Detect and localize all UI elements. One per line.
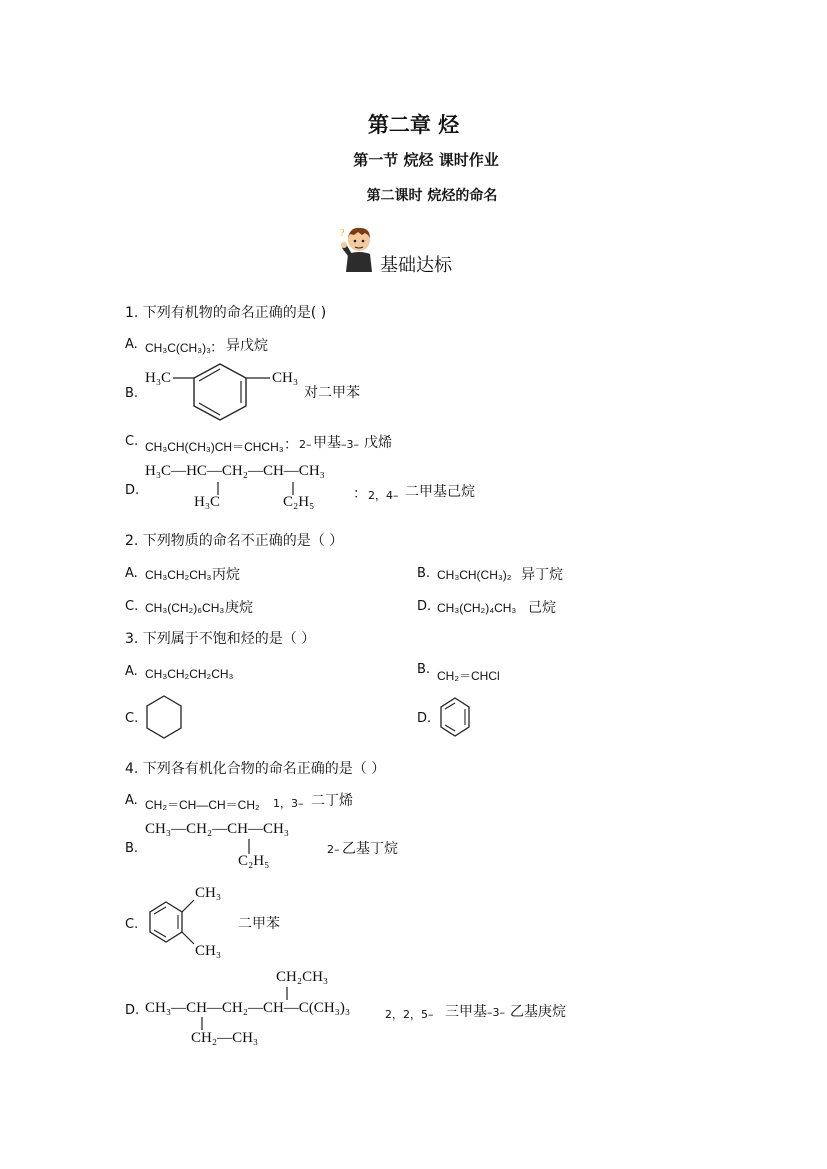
q1-option-d-sub1: H₃C bbox=[194, 494, 221, 510]
q1-option-d-name: 二甲基己烷 bbox=[405, 484, 475, 500]
q2-option-d-name: 己烷 bbox=[528, 600, 556, 616]
q4-option-b-label: B. bbox=[125, 841, 139, 856]
benzene-ring-icon bbox=[170, 360, 280, 428]
q3-option-a-formula: CH₃CH₂CH₂CH₃ bbox=[145, 667, 234, 681]
q1-option-c-name-end: 戊烯 bbox=[364, 435, 392, 451]
q1-option-b-label: B. bbox=[125, 386, 139, 401]
q1-option-c-name: 甲基 bbox=[313, 435, 341, 451]
q4-option-a-nums: 1，3– bbox=[273, 797, 304, 810]
q1-option-c-label: C. bbox=[125, 434, 139, 449]
q2-option-c-label: C. bbox=[125, 599, 139, 614]
q1-option-a-label: A. bbox=[125, 337, 138, 352]
q4-option-d-name: 三甲基 bbox=[445, 1004, 487, 1020]
q2-option-c-name: 庚烷 bbox=[225, 600, 253, 616]
q4-option-d-bottom: CH₂—CH₃ bbox=[191, 1030, 259, 1046]
q3-option-a-label: A. bbox=[125, 664, 138, 679]
q1-option-d-nums: 2，4– bbox=[368, 489, 399, 502]
xylene-icon bbox=[144, 892, 200, 960]
q4-option-c-name: 二甲苯 bbox=[238, 916, 280, 932]
q1-option-d-bonds bbox=[145, 480, 345, 502]
section-title: 第一节 烷烃 课时作业 bbox=[353, 151, 499, 169]
q4-option-c-sub2: CH₃ bbox=[195, 943, 222, 959]
q1-option-b-right: CH₃ bbox=[272, 370, 299, 386]
cyclohexane-icon bbox=[144, 694, 184, 744]
q3-stem: 3. 下列属于不饱和烃的是（ ） bbox=[125, 631, 316, 647]
q4-option-d-label: D. bbox=[125, 1003, 140, 1018]
thinking-boy-icon bbox=[338, 224, 380, 272]
q3-option-d-label: D. bbox=[417, 711, 432, 726]
lesson-title: 第二课时 烷烃的命名 bbox=[366, 188, 498, 204]
q4-option-a-formula: CH₂＝CH—CH＝CH₂ bbox=[145, 798, 260, 812]
q1-option-b-name: 对二甲苯 bbox=[304, 385, 360, 401]
q1-stem: 1. 下列有机物的命名正确的是( ) bbox=[125, 305, 327, 321]
q2-option-a-formula: CH₃CH₂CH₃ bbox=[145, 568, 212, 582]
svg-text:?: ? bbox=[340, 228, 345, 239]
q4-option-a-name: 二丁烯 bbox=[311, 793, 353, 809]
q4-option-d-main: CH₃—CH—CH₂—CH—C(CH₃)₃ bbox=[145, 1000, 351, 1016]
q1-option-d-label: D. bbox=[125, 483, 140, 498]
q1-option-c-formula: CH₃CH(CH₃)CH＝CHCH₃ bbox=[145, 440, 284, 454]
q2-option-c-formula: CH₃(CH₂)₆CH₃ bbox=[145, 601, 225, 615]
q4-option-d-name2: 乙基庚烷 bbox=[510, 1004, 566, 1020]
q2-option-b-formula: CH₃CH(CH₃)₂ bbox=[437, 568, 512, 582]
q2-option-a-label: A. bbox=[125, 566, 138, 581]
q3-option-b-formula: CH₂＝CHCl bbox=[437, 669, 500, 683]
q2-option-d-label: D. bbox=[417, 599, 432, 614]
q2-stem: 2. 下列物质的命名不正确的是（ ） bbox=[125, 533, 344, 549]
q4-option-c-label: C. bbox=[125, 917, 139, 932]
badge-label: 基础达标 bbox=[380, 255, 452, 276]
chapter-title: 第二章 烃 bbox=[367, 113, 460, 137]
q4-option-a-label: A. bbox=[125, 793, 138, 808]
q4-option-b-main: CH₃—CH₂—CH—CH₃ bbox=[145, 821, 290, 837]
q1-option-c-num1: 2– bbox=[299, 438, 312, 451]
q1-option-c-sep: ： bbox=[284, 437, 298, 453]
q4-option-b-name: 乙基丁烷 bbox=[342, 841, 398, 857]
q1-option-a-name: 异戊烷 bbox=[226, 338, 268, 354]
q4-option-d-nums: 2，2，5– bbox=[385, 1008, 434, 1021]
q1-option-a-formula: CH₃C(CH₃)₃ bbox=[145, 341, 211, 355]
q4-option-d-top: CH₂CH₃ bbox=[276, 969, 329, 985]
q4-option-c-sub1: CH₃ bbox=[195, 885, 222, 901]
q4-option-d-mid: –3– bbox=[487, 1006, 505, 1019]
q3-option-b-label: B. bbox=[417, 662, 431, 677]
q2-option-b-label: B. bbox=[417, 566, 431, 581]
q1-option-b-left: H₃C bbox=[145, 370, 172, 386]
q2-option-a-name: 丙烷 bbox=[212, 567, 240, 583]
q2-option-b-name: 异丁烷 bbox=[521, 567, 563, 583]
benzene-icon bbox=[438, 694, 472, 744]
q1-option-d-sep: ： bbox=[353, 486, 367, 502]
q3-option-c-label: C. bbox=[125, 711, 139, 726]
q2-option-d-formula: CH₃(CH₂)₄CH₃ bbox=[437, 601, 517, 615]
q1-option-d-main: H₃C—HC—CH₂—CH—CH₃ bbox=[145, 463, 325, 479]
q1-option-d-sub2: C₂H₅ bbox=[283, 494, 315, 510]
q4-stem: 4. 下列各有机化合物的命名正确的是（ ） bbox=[125, 761, 386, 777]
q1-option-c-num2: –3– bbox=[341, 438, 359, 451]
q4-option-b-sub: C₂H₅ bbox=[238, 853, 270, 869]
q1-option-a-sep: ： bbox=[210, 340, 224, 356]
q4-option-b-nums: 2– bbox=[327, 843, 340, 856]
